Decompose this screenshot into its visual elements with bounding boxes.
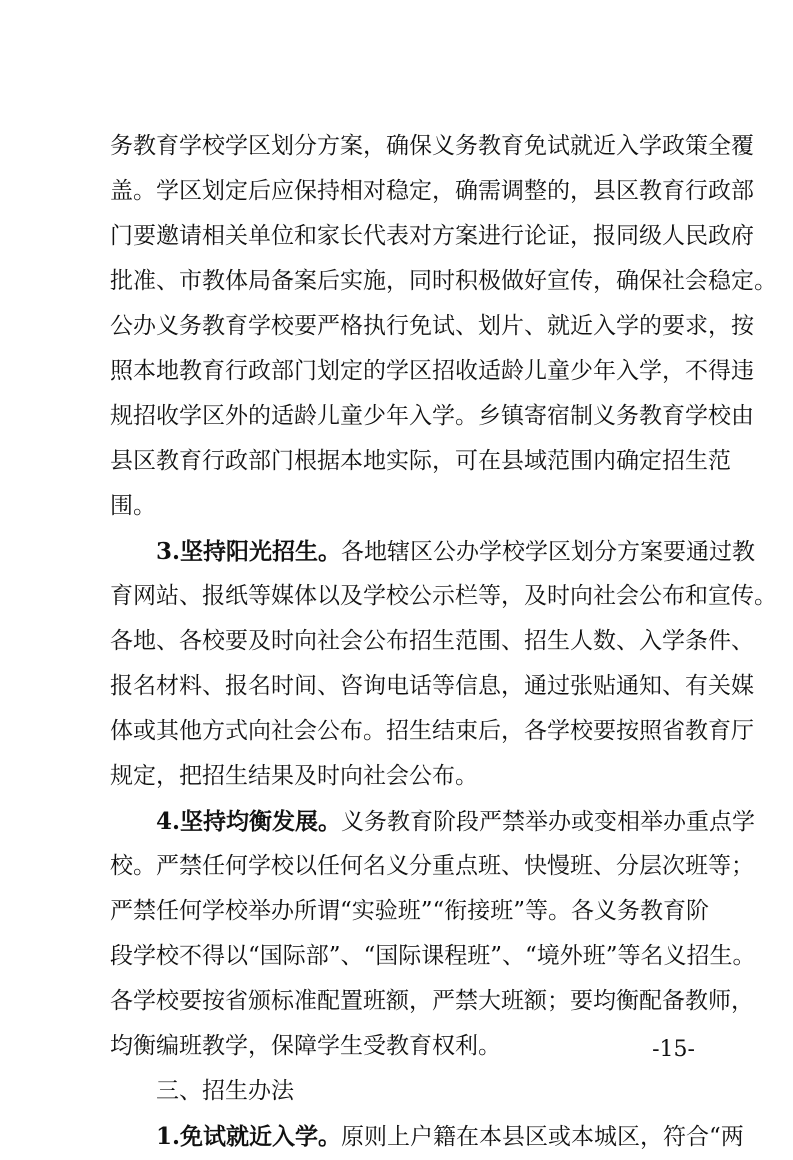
paragraph-3-heading: 4.坚持均衡发展。 bbox=[156, 808, 342, 835]
paragraph-1-line-7: 规招收学区外的适龄儿童少年入学。乡镇寄宿制义务教育学校由 bbox=[110, 403, 754, 429]
paragraph-3-line-3: 严禁任何学校举办所谓“实验班”“衔接班”等。各义务教育阶 bbox=[110, 898, 710, 924]
page-number: -15- bbox=[652, 1037, 695, 1062]
paragraph-1-line-2: 盖。学区划定后应保持相对稳定，确需调整的，县区教育行政部 bbox=[110, 178, 754, 204]
paragraph-1-line-9: 围。 bbox=[110, 493, 156, 519]
paragraph-2-first-line-text: 各地辖区公办学校学区划分方案要通过教 bbox=[341, 539, 756, 565]
paragraph-2-line-2: 育网站、报纸等媒体以及学校公示栏等，及时向社会公布和宣传。 bbox=[110, 583, 777, 609]
paragraph-1-line-8: 县区教育行政部门根据本地实际，可在县域范围内确定招生范 bbox=[110, 448, 731, 474]
paragraph-2-line-5: 体或其他方式向社会公布。招生结束后，各学校要按照省教育厅 bbox=[110, 718, 754, 744]
paragraph-3-line-5: 各学校要按省颁标准配置班额，严禁大班额；要均衡配备教师， bbox=[110, 988, 754, 1014]
paragraph-3-line-1 bbox=[110, 799, 756, 844]
section-heading: 三、招生办法 bbox=[156, 1078, 294, 1104]
paragraph-2-heading: 3.坚持阳光招生。 bbox=[156, 538, 342, 565]
paragraph-2-line-3: 各地、各校要及时向社会公布招生范围、招生人数、入学条件、 bbox=[110, 628, 754, 654]
paragraph-1-line-6: 照本地教育行政部门划定的学区招收适龄儿童少年入学，不得违 bbox=[110, 358, 754, 384]
paragraph-2-line-6: 规定，把招生结果及时向社会公布。 bbox=[110, 763, 478, 789]
paragraph-2-line-4: 报名材料、报名时间、咨询电话等信息，通过张贴通知、有关媒 bbox=[110, 673, 754, 699]
paragraph-1-line-4: 批准、市教体局备案后实施，同时积极做好宣传，确保社会稳定。 bbox=[110, 268, 777, 294]
paragraph-1-line-1: 务教育学校学区划分方案，确保义务教育免试就近入学政策全覆 bbox=[110, 133, 754, 159]
paragraph-3-line-4: 段学校不得以“国际部”、“国际课程班”、“境外班”等名义招生。 bbox=[110, 943, 756, 969]
document-body bbox=[110, 124, 777, 1159]
paragraph-2-line-1 bbox=[110, 529, 756, 574]
paragraph-3-first-line-text: 义务教育阶段严禁举办或变相举办重点学 bbox=[341, 809, 756, 835]
paragraph-4-first-line-text: 原则上户籍在本县区或本城区，符合“两 bbox=[341, 1124, 744, 1150]
paragraph-1-line-3: 门要邀请相关单位和家长代表对方案进行论证，报同级人民政府 bbox=[110, 223, 754, 249]
paragraph-3-line-6: 均衡编班教学，保障学生受教育权利。 bbox=[110, 1033, 501, 1059]
paragraph-1-line-5: 公办义务教育学校要严格执行免试、划片、就近入学的要求，按 bbox=[110, 313, 754, 339]
paragraph-4-line-1 bbox=[110, 1114, 744, 1159]
paragraph-4-heading: 1.免试就近入学。 bbox=[156, 1123, 342, 1150]
paragraph-3-line-2: 校。严禁任何学校以任何名义分重点班、快慢班、分层次班等； bbox=[110, 853, 754, 879]
